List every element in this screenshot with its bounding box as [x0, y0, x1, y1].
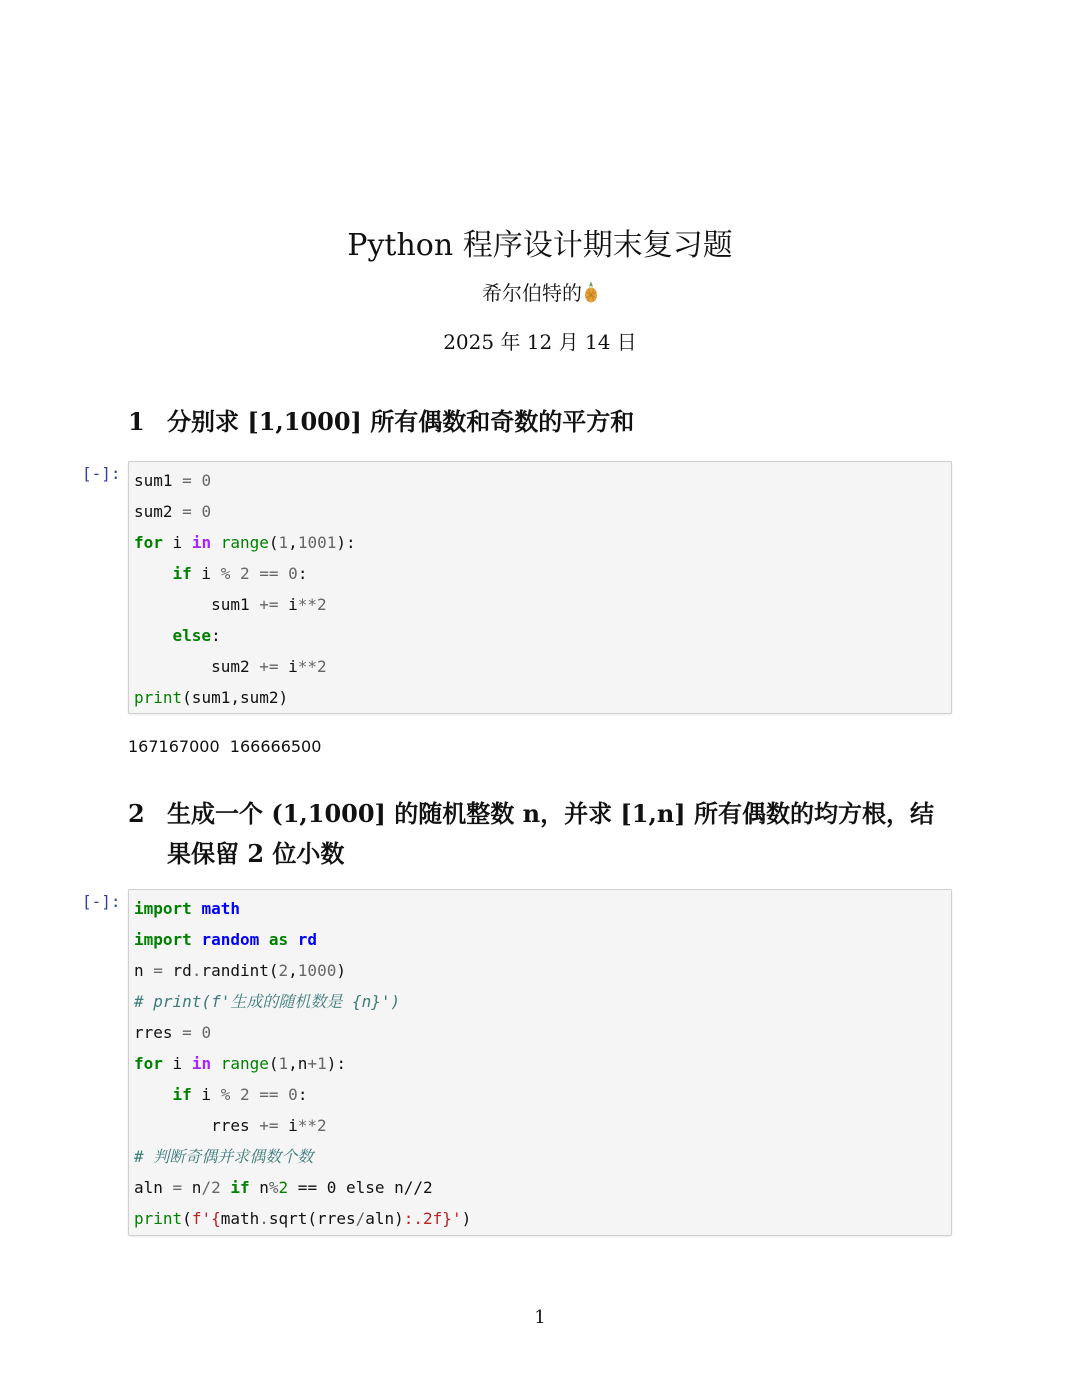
code-line: print(f'{math.sqrt(rres/aln):.2f}') — [134, 1209, 472, 1228]
code-block — [129, 462, 951, 713]
code-cell-1[interactable] — [128, 461, 952, 714]
code-line: sum2 += i**2 — [134, 657, 327, 676]
code-block — [129, 890, 951, 1234]
pineapple-icon — [584, 281, 598, 308]
code-line: aln = n/2 if n%2 == 0 else n//2 — [134, 1178, 433, 1197]
section-title: 生成一个 (1,1000] 的随机整数 n，并求 [1,n] 所有偶数的均方根，结果保留 2 位小数 — [167, 799, 935, 868]
document-date: 2025 年 12 月 14 日 — [443, 330, 637, 354]
code-line: print(sum1,sum2) — [134, 688, 289, 707]
code-line: if i % 2 == 0: — [172, 1085, 308, 1104]
code-line: sum1 += i**2 — [134, 595, 327, 614]
author-name: 希尔伯特的 — [482, 281, 582, 305]
author-line — [0, 277, 1080, 308]
code-line: rres += i**2 — [134, 1116, 327, 1135]
code-line: rres = 0 — [134, 1023, 212, 1042]
code-line: # print(f'生成的随机数是 {n}') — [134, 992, 401, 1011]
code-line: import random as rd — [134, 930, 318, 949]
section-heading-1 — [128, 402, 958, 442]
code-cell-2[interactable] — [128, 889, 952, 1236]
code-line: import math — [134, 899, 240, 918]
code-line: n = rd.randint(2,1000) — [134, 961, 346, 980]
code-line: for i in range(1,1001): — [134, 533, 356, 552]
code-line: sum2 = 0 — [134, 502, 212, 521]
page-number: 1 — [534, 1307, 546, 1328]
code-line: # 判断奇偶并求偶数个数 — [134, 1147, 314, 1166]
section-heading-2 — [128, 794, 958, 874]
code-line: sum1 = 0 — [134, 471, 212, 490]
section-title: 分别求 [1,1000] 所有偶数和奇数的平方和 — [167, 407, 635, 436]
cell-prompt: [-]: — [82, 892, 121, 911]
cell-output: 167167000 166666500 — [128, 737, 322, 756]
section-number: 2 — [128, 799, 145, 828]
code-line: if i % 2 == 0: — [172, 564, 308, 583]
cell-prompt: [-]: — [82, 464, 121, 483]
section-number: 1 — [128, 407, 145, 436]
code-line: else: — [172, 626, 221, 645]
code-line: for i in range(1,n+1): — [134, 1054, 346, 1073]
document-title: Python 程序设计期末复习题 — [347, 228, 733, 263]
